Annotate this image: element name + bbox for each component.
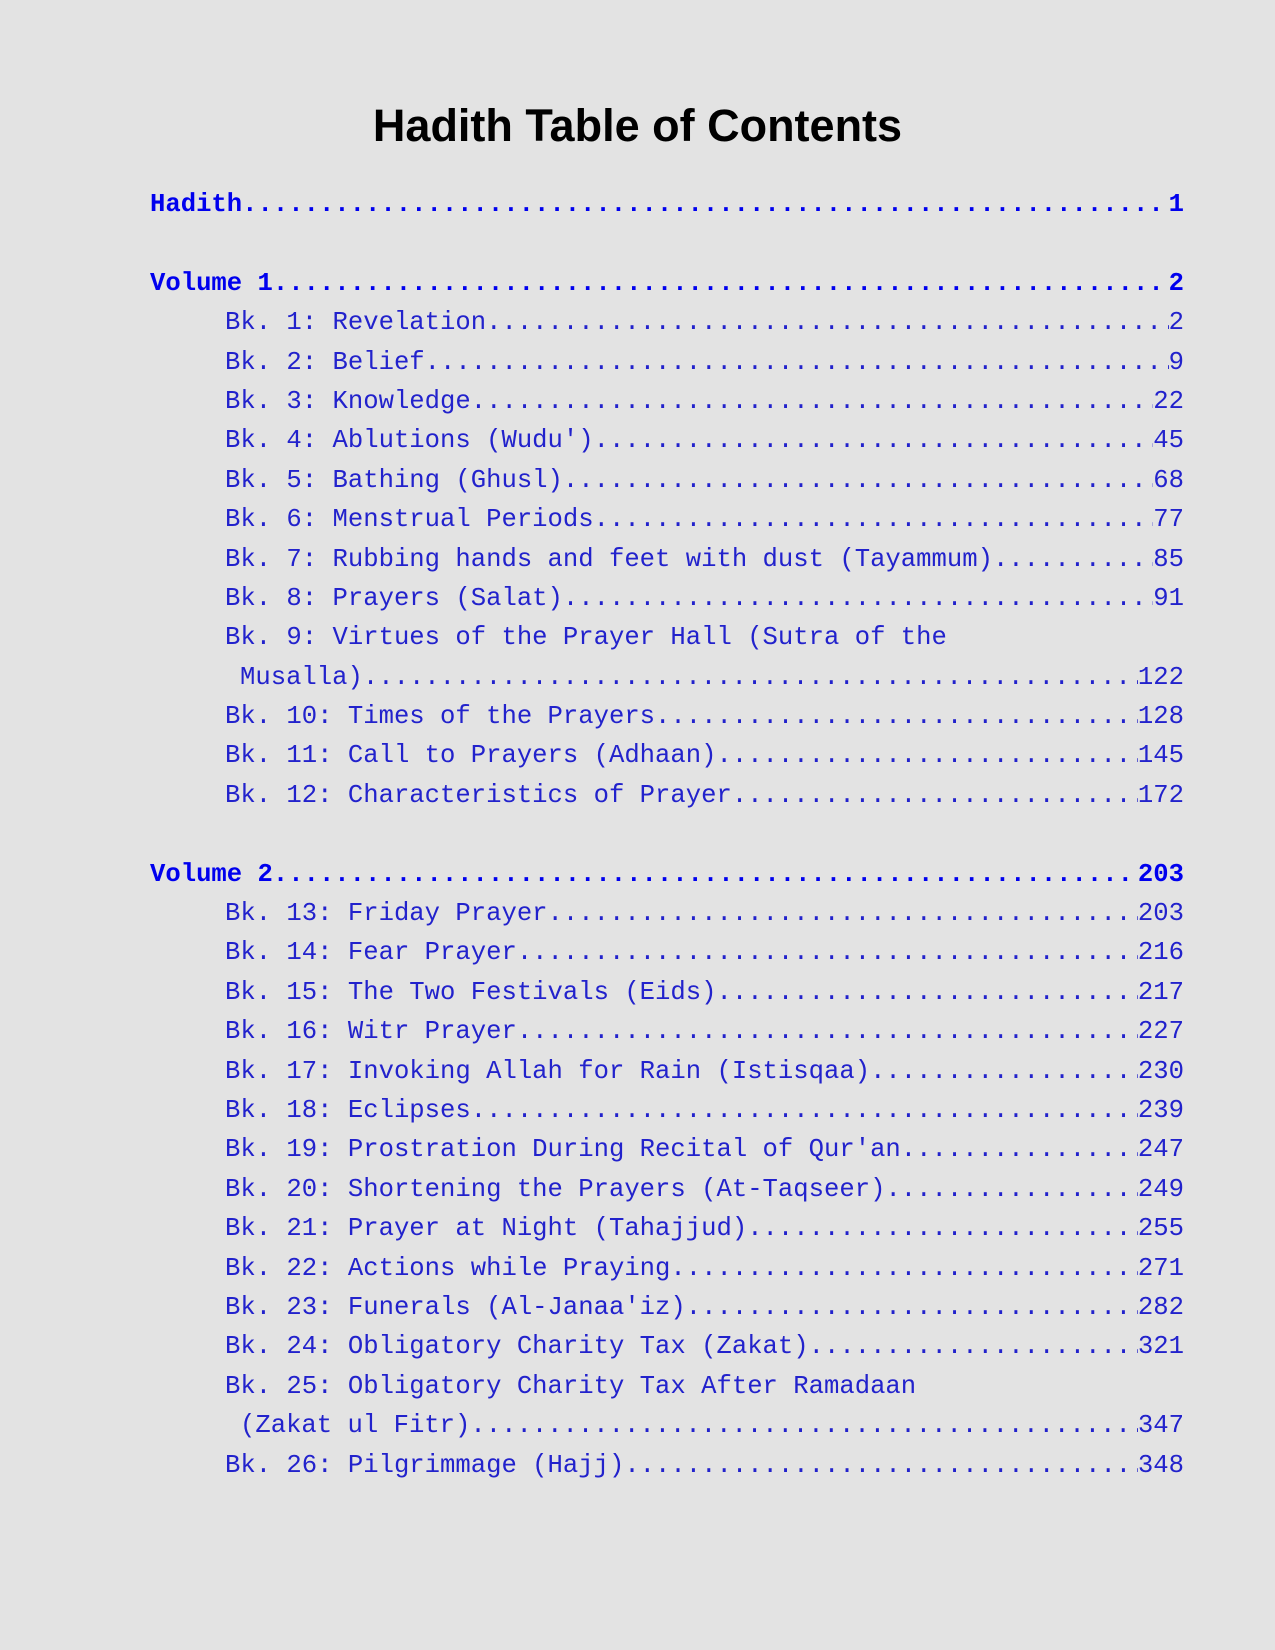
toc-entry-label: Bk. 23: Funerals (Al-Janaa'iz) xyxy=(225,1292,686,1322)
dot-leader xyxy=(732,776,1138,815)
toc-entry-label: Bk. 18: Eclipses xyxy=(225,1095,471,1125)
dot-leader xyxy=(471,1091,1138,1130)
toc-entry-book-13[interactable] xyxy=(150,894,1184,933)
toc-entry-book-23[interactable] xyxy=(150,1288,1184,1327)
toc-entry-volume-2[interactable] xyxy=(150,855,1184,894)
toc-entry-page: 347 xyxy=(1137,1411,1184,1441)
toc-entry-page: 203 xyxy=(1137,859,1184,889)
toc-entry-book-26[interactable] xyxy=(150,1446,1184,1485)
toc-entry-book-21[interactable] xyxy=(150,1209,1184,1248)
toc-entry-label: Bk. 1: Revelation xyxy=(225,308,487,338)
toc-entry-page: 1 xyxy=(1168,190,1184,219)
toc-entry-label: Bk. 21: Prayer at Night (Tahajjud) xyxy=(225,1214,748,1244)
toc-entry-label: Bk. 3: Knowledge xyxy=(225,386,471,416)
toc-entry-page: 91 xyxy=(1153,583,1184,613)
toc-entry-label: Bk. 8: Prayers (Salat) xyxy=(225,583,563,613)
toc-entry-page: 239 xyxy=(1137,1095,1184,1125)
toc-entry-page: 172 xyxy=(1137,780,1184,810)
toc-entry-page: 227 xyxy=(1137,1017,1184,1047)
dot-leader xyxy=(901,1130,1138,1169)
toc-entry-page: 128 xyxy=(1137,702,1184,732)
toc-entry-book-25-line-2[interactable] xyxy=(150,1406,1184,1445)
toc-entry-label: Bk. 19: Prostration During Recital of Qur'an xyxy=(225,1135,901,1165)
toc-entry-label: Bk. 17: Invoking Allah for Rain (Istisqaa) xyxy=(225,1056,871,1086)
toc-entry-book-8[interactable] xyxy=(150,579,1184,618)
toc-entry-volume-1[interactable] xyxy=(150,264,1184,303)
dot-leader xyxy=(809,1327,1138,1366)
toc-entry-label: Bk. 7: Rubbing hands and feet with dust (Tayammum) xyxy=(225,544,993,574)
toc-entry-page: 203 xyxy=(1137,899,1184,929)
dot-leader xyxy=(486,303,1169,342)
toc-entry-page: 9 xyxy=(1168,347,1184,377)
toc-entry-page: 321 xyxy=(1137,1332,1184,1362)
toc-entry-label: Bk. 6: Menstrual Periods xyxy=(225,505,594,535)
toc-entry-hadith[interactable] xyxy=(150,185,1184,224)
toc-entry-label: Bk. 10: Times of the Prayers xyxy=(225,702,656,732)
toc-entry-page: 217 xyxy=(1137,977,1184,1007)
toc-entry-book-18[interactable] xyxy=(150,1091,1184,1130)
dot-leader xyxy=(563,579,1153,618)
toc-entry-label: Bk. 22: Actions while Praying xyxy=(225,1253,671,1283)
toc-entry-page: 282 xyxy=(1137,1292,1184,1322)
toc-entry-label: (Zakat ul Fitr) xyxy=(240,1411,471,1441)
toc-entry-label: Bk. 14: Fear Prayer xyxy=(225,938,517,968)
toc-entry-book-22[interactable] xyxy=(150,1249,1184,1288)
toc-entry-label: Volume 1 xyxy=(150,268,273,298)
toc-entry-book-12[interactable] xyxy=(150,776,1184,815)
toc-entry-book-6[interactable] xyxy=(150,500,1184,539)
dot-leader xyxy=(517,1012,1138,1051)
toc-entry-book-5[interactable] xyxy=(150,461,1184,500)
toc-entry-label: Bk. 2: Belief xyxy=(225,347,425,377)
toc-entry-page: 45 xyxy=(1153,426,1184,456)
toc-entry-page: 2 xyxy=(1168,268,1184,298)
toc-entry-page: 230 xyxy=(1137,1056,1184,1086)
toc-entry-label: Bk. 9: Virtues of the Prayer Hall (Sutra of the xyxy=(225,623,947,653)
dot-leader xyxy=(716,973,1137,1012)
toc-entry-page: 348 xyxy=(1137,1450,1184,1480)
dot-leader xyxy=(670,1249,1138,1288)
toc-entry-page: 271 xyxy=(1137,1253,1184,1283)
toc-entry-label: Bk. 5: Bathing (Ghusl) xyxy=(225,465,563,495)
toc-entry-label: Bk. 16: Witr Prayer xyxy=(225,1017,517,1047)
toc-entry-book-7[interactable] xyxy=(150,540,1184,579)
toc-entry-label: Bk. 4: Ablutions (Wudu') xyxy=(225,426,594,456)
toc-entry-page: 2 xyxy=(1168,308,1184,338)
toc-entry-page: 85 xyxy=(1153,544,1184,574)
toc-entry-page: 68 xyxy=(1153,465,1184,495)
toc-entry-label: Bk. 13: Friday Prayer xyxy=(225,899,548,929)
toc-entry-page: 249 xyxy=(1137,1174,1184,1204)
toc-entry-label: Bk. 24: Obligatory Charity Tax (Zakat) xyxy=(225,1332,809,1362)
table-of-contents xyxy=(150,185,1184,1485)
toc-entry-label: Hadith xyxy=(150,190,243,219)
dot-leader xyxy=(655,697,1138,736)
dot-leader xyxy=(993,540,1153,579)
toc-entry-label: Bk. 15: The Two Festivals (Eids) xyxy=(225,977,717,1007)
toc-entry-book-25-line-1[interactable] xyxy=(150,1367,1184,1406)
toc-entry-label: Bk. 11: Call to Prayers (Adhaan) xyxy=(225,741,717,771)
dot-leader xyxy=(425,343,1169,382)
dot-leader xyxy=(594,421,1154,460)
page-title: Hadith Table of Contents xyxy=(372,100,903,151)
dot-leader xyxy=(624,1446,1138,1485)
dot-leader xyxy=(548,894,1138,933)
toc-entry-book-15[interactable] xyxy=(150,973,1184,1012)
toc-entry-label: Bk. 26: Pilgrimmage (Hajj) xyxy=(225,1450,625,1480)
toc-entry-page: 122 xyxy=(1137,662,1184,692)
toc-entry-page: 77 xyxy=(1153,505,1184,535)
toc-entry-book-17[interactable] xyxy=(150,1052,1184,1091)
dot-leader xyxy=(716,736,1137,775)
dot-leader xyxy=(363,658,1138,697)
dot-leader xyxy=(747,1209,1138,1248)
toc-entry-label: Bk. 12: Characteristics of Prayer xyxy=(225,780,732,810)
toc-entry-label: Volume 2 xyxy=(150,859,273,889)
toc-entry-book-16[interactable] xyxy=(150,1012,1184,1051)
toc-entry-book-14[interactable] xyxy=(150,933,1184,972)
toc-entry-label: Bk. 20: Shortening the Prayers (At-Taqseer) xyxy=(225,1174,886,1204)
toc-entry-page: 247 xyxy=(1137,1135,1184,1165)
toc-entry-book-9-line-1[interactable] xyxy=(150,618,1184,657)
toc-entry-book-11[interactable] xyxy=(150,736,1184,775)
dot-leader xyxy=(594,500,1154,539)
toc-entry-page: 255 xyxy=(1137,1214,1184,1244)
dot-leader xyxy=(273,855,1138,894)
dot-leader xyxy=(563,461,1153,500)
toc-entry-book-4[interactable] xyxy=(150,421,1184,460)
toc-entry-label: Bk. 25: Obligatory Charity Tax After Ramadaan xyxy=(225,1371,917,1401)
toc-entry-book-3[interactable] xyxy=(150,382,1184,421)
dot-leader xyxy=(273,264,1169,303)
dot-leader xyxy=(870,1052,1138,1091)
toc-entry-page: 216 xyxy=(1137,938,1184,968)
dot-leader xyxy=(686,1288,1138,1327)
toc-entry-page: 145 xyxy=(1137,741,1184,771)
toc-entry-book-2[interactable] xyxy=(150,343,1184,382)
toc-entry-book-20[interactable] xyxy=(150,1170,1184,1209)
toc-entry-label: Musalla) xyxy=(240,662,363,692)
toc-entry-book-1[interactable] xyxy=(150,303,1184,342)
toc-entry-book-9-line-2[interactable] xyxy=(150,658,1184,697)
toc-entry-book-19[interactable] xyxy=(150,1130,1184,1169)
dot-leader xyxy=(471,382,1154,421)
toc-entry-book-10[interactable] xyxy=(150,697,1184,736)
dot-leader xyxy=(242,185,1168,224)
toc-entry-book-24[interactable] xyxy=(150,1327,1184,1366)
dot-leader xyxy=(517,933,1138,972)
toc-entry-page: 22 xyxy=(1153,386,1184,416)
dot-leader xyxy=(885,1170,1137,1209)
dot-leader xyxy=(470,1406,1138,1445)
